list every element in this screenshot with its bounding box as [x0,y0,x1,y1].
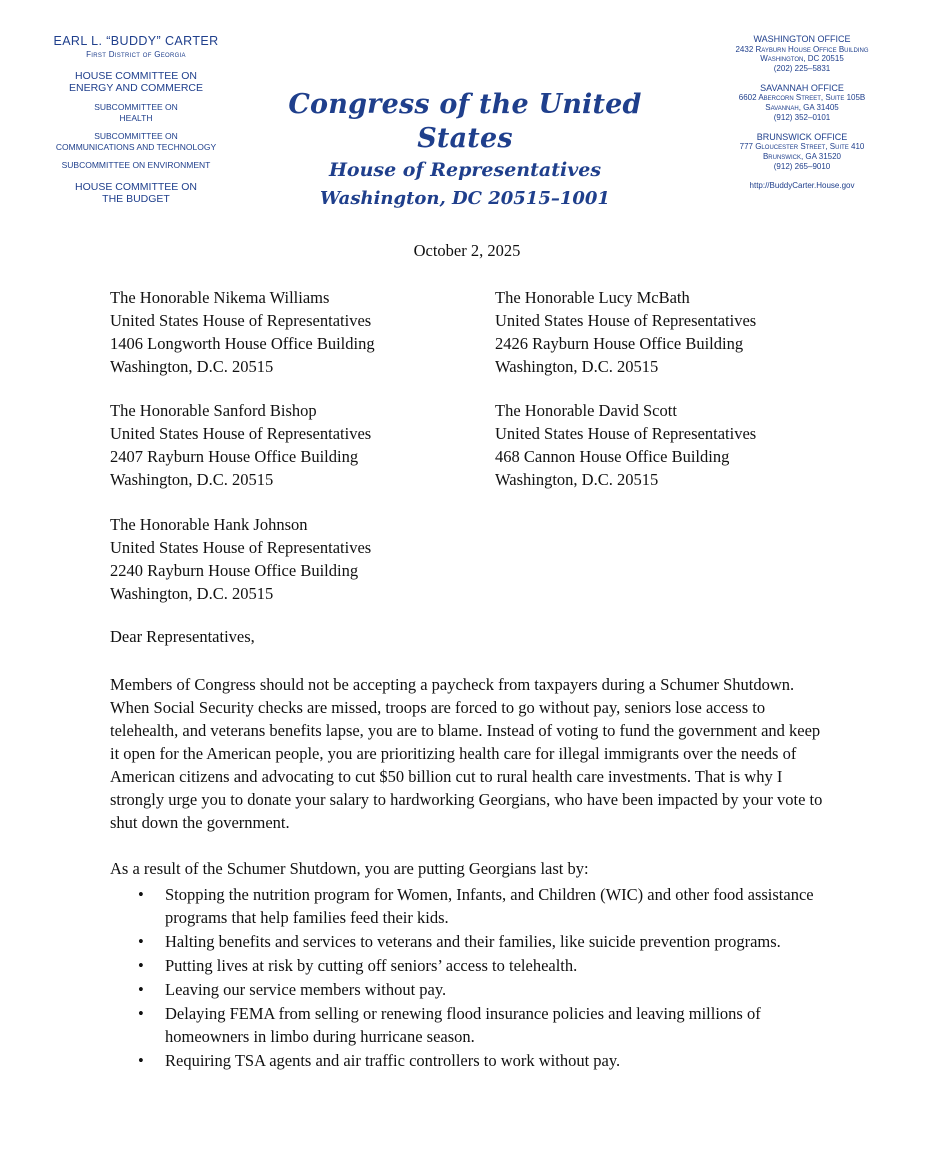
member-name: EARL L. “BUDDY” CARTER [53,34,219,48]
recipient-name: The Honorable David Scott [495,401,677,420]
committee-entry [40,102,232,123]
recipient-address-line: United States House of Representatives [110,538,372,557]
office-block [702,132,902,172]
office-phone: (912) 265–9010 [773,161,831,171]
bullet-icon: • [138,980,144,999]
recipient-address [110,513,480,605]
office-address-line: 2432 Rayburn House Office Building [735,44,869,54]
bullet-icon: • [138,1051,144,1070]
committee-entry [40,131,232,152]
list-item-text: Leaving our service members without pay. [165,980,447,999]
list-item-text: Halting benefits and services to veterans and their families, like suicide prevention programs. [165,932,781,951]
office-name: WASHINGTON OFFICE [753,34,851,44]
bullet-icon: • [138,932,144,951]
committee-line: SUBCOMMITTEE ON [94,131,178,141]
recipient-address-line: 2426 Rayburn House Office Building [495,334,744,353]
bullet-icon: • [138,885,144,904]
masthead-title: Congress of the United States [288,89,642,154]
bullet-icon: • [138,956,144,975]
committee-line: HOUSE COMMITTEE ON [75,70,197,82]
list-item-text: Requiring TSA agents and air traffic controllers to work without pay. [165,1051,621,1070]
salutation: Dear Representatives, [110,627,255,646]
office-phone: (202) 225–5831 [773,64,831,74]
office-address-line: 777 Gloucester Street, Suite 410 [739,142,865,152]
letterhead-member-column [40,34,232,205]
list-item [110,954,830,977]
list-item [110,978,830,1001]
member-district: First District of Georgia [86,50,186,59]
body-paragraph: Members of Congress should not be accepting a paycheck from taxpayers during a Schumer Shutdown. When Social Security checks are missed, troops are forced to go without pay, seniors lose access to telehealth, and veterans benefits lapse, you are to blame. Instead of voting to fund the government and keep it open for the American people, you are prioritizing health care for illegal immigrants over the needs of American citizens and advocating to cut $50 billion cut to rural health care investments. That is why I strongly urge you to donate your salary to hardworking Georgians, who have been impacted by your vote to shut down the government. [110,675,823,832]
list-intro: As a result of the Schumer Shutdown, you are putting Georgians last by: [110,859,589,878]
committee-entry [40,70,232,94]
committee-line: HOUSE COMMITTEE ON [75,180,197,193]
recipient-address-line: 1406 Longworth House Office Building [110,334,375,353]
website-link[interactable]: http://BuddyCarter.House.gov [749,180,855,190]
recipient-address-line: United States House of Representatives [110,424,372,443]
recipient-address-line: 2240 Rayburn House Office Building [110,561,359,580]
recipient-address-line: United States House of Representatives [495,311,757,330]
recipient-address-line: United States House of Representatives [110,311,372,330]
recipient-address-line: 468 Cannon House Office Building [495,447,730,466]
recipient-address [495,286,865,378]
office-address-line: Savannah, GA 31405 [765,103,839,113]
office-name: SAVANNAH OFFICE [760,82,844,93]
committee-list [40,70,232,205]
office-address-line: 6602 Abercorn Street, Suite 105B [738,93,866,103]
office-address-line: Brunswick, GA 31520 [762,152,842,162]
recipient-address [110,286,480,378]
office-name: BRUNSWICK OFFICE [756,131,848,142]
masthead-location: Washington, DC 20515–1001 [320,188,610,209]
list-item-text: Putting lives at risk by cutting off seniors’ access to telehealth. [165,956,578,975]
recipient-address [495,399,865,491]
recipient-address-line: United States House of Representatives [495,424,757,443]
letter-date: October 2, 2025 [413,241,521,260]
recipient-name: The Honorable Sanford Bishop [110,401,317,420]
committee-line: COMMUNICATIONS AND TECHNOLOGY [55,141,217,152]
office-list [702,34,902,172]
committee-entry [40,181,232,205]
list-item [110,883,830,929]
committee-line: HEALTH [119,112,153,123]
committee-line: THE BUDGET [102,192,170,205]
masthead-subtitle: House of Representatives [328,159,602,181]
recipient-name: The Honorable Lucy McBath [495,288,690,307]
list-item [110,1049,830,1072]
recipient-address-line: Washington, D.C. 20515 [110,584,274,603]
recipient-address-line: Washington, D.C. 20515 [495,470,659,489]
list-item-text: Delaying FEMA from selling or renewing flood insurance policies and leaving millions of homeowners in limbo during hurricane season. [165,1004,761,1046]
office-phone: (912) 352–0101 [773,112,831,122]
list-item [110,1002,830,1048]
letterhead-office-column [702,34,902,191]
recipient-address-line: 2407 Rayburn House Office Building [110,447,359,466]
recipient-name: The Honorable Nikema Williams [110,288,330,307]
recipient-address-line: Washington, D.C. 20515 [495,357,659,376]
recipient-name: The Honorable Hank Johnson [110,515,308,534]
bullet-icon: • [138,1004,144,1023]
bullet-list [110,883,830,1073]
office-block [702,83,902,123]
list-item [110,930,830,953]
committee-entry [40,160,232,171]
recipient-address-line: Washington, D.C. 20515 [110,357,274,376]
recipient-address [110,399,480,491]
office-block [702,34,902,74]
list-item-text: Stopping the nutrition program for Women, Infants, and Children (WIC) and other food assistance programs that help families feed their kids. [165,885,814,927]
committee-line: ENERGY AND COMMERCE [69,82,203,94]
letterhead-masthead [250,88,680,214]
recipient-address-line: Washington, D.C. 20515 [110,470,274,489]
office-address-line: Washington, DC 20515 [760,54,844,64]
committee-line: SUBCOMMITTEE ON [94,102,178,112]
committee-line: SUBCOMMITTEE ON ENVIRONMENT [61,160,211,170]
